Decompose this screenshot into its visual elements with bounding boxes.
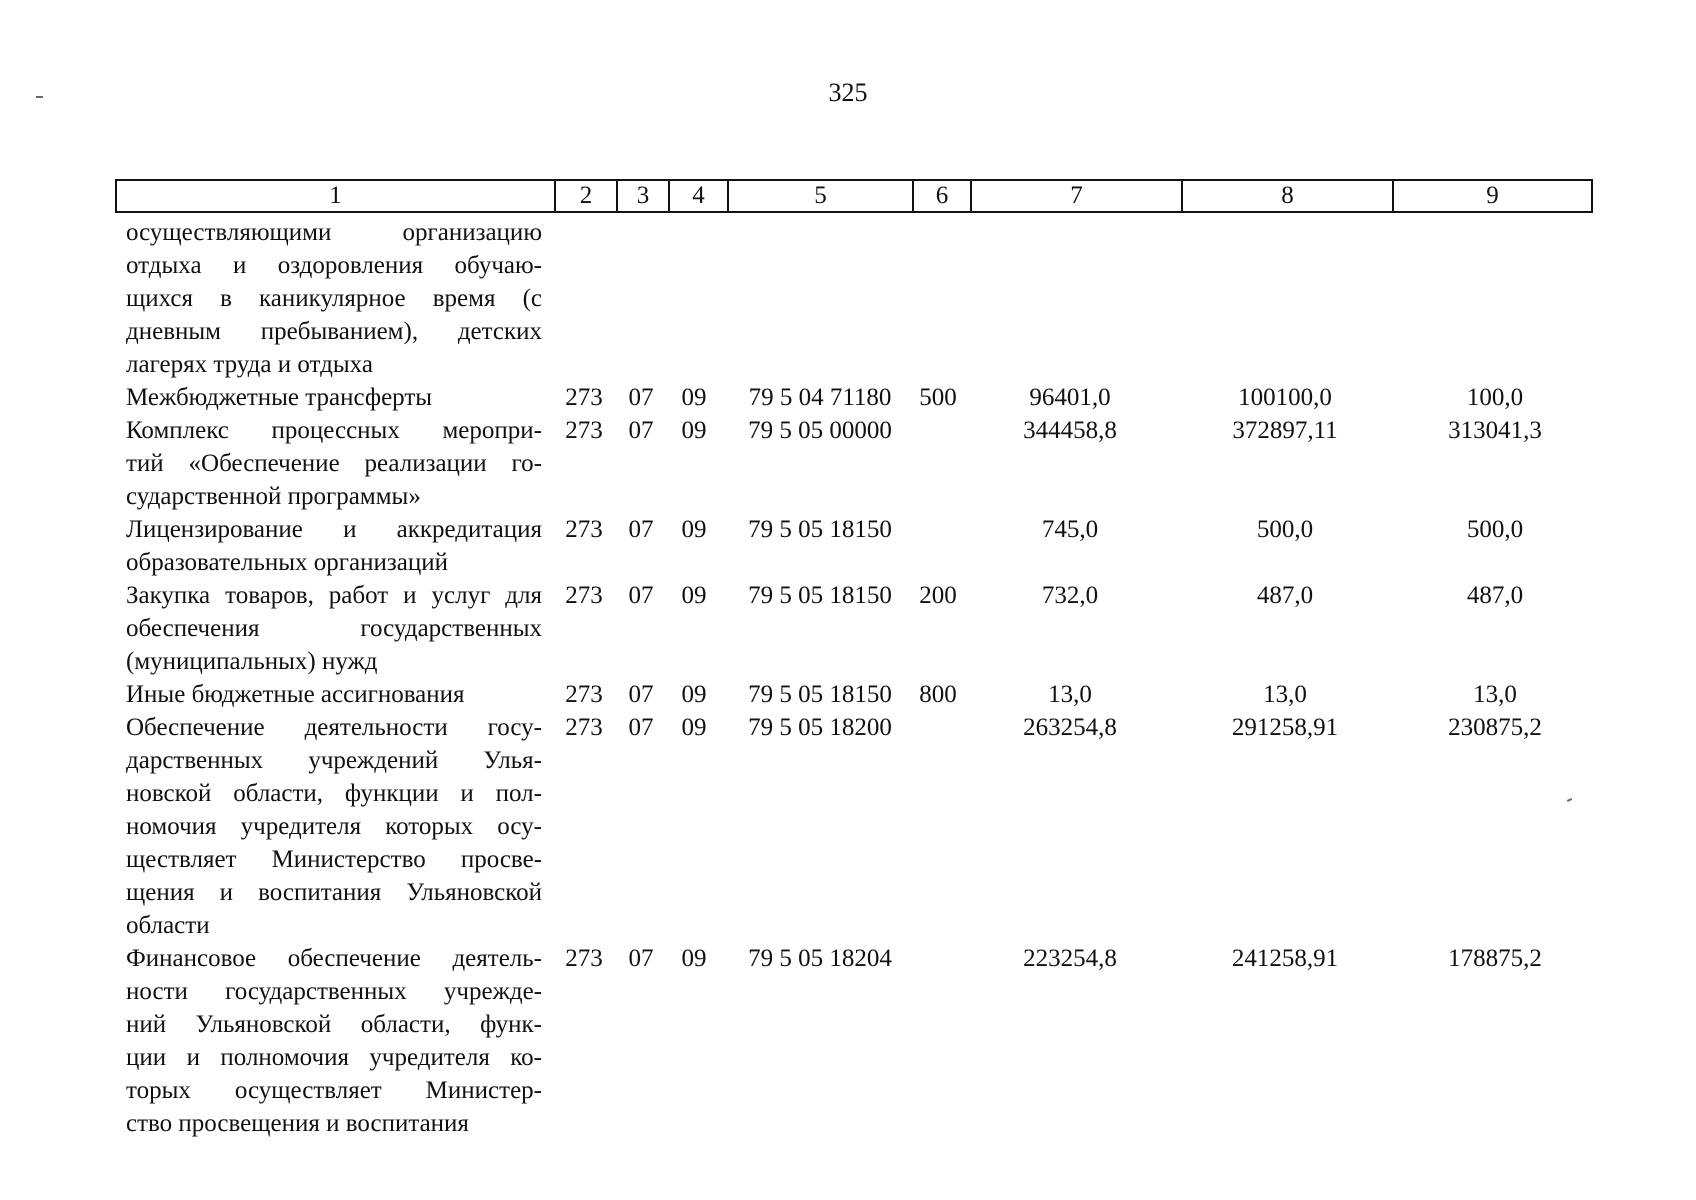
cell-col-3: 07 (628, 417, 654, 444)
cell-col-3: 07 (628, 582, 654, 609)
header-cell-2: 2 (556, 181, 618, 211)
cell-col-5: 79 5 05 18150 (748, 516, 892, 543)
cell-col-7: 263254,8 (1023, 714, 1117, 741)
cell-col-6: 500 (919, 384, 957, 411)
description-line: обеспечения государственных (126, 615, 542, 642)
description-line: сударственной программы» (126, 483, 421, 510)
cell-col-5: 79 5 05 18204 (748, 945, 892, 972)
header-cell-9: 9 (1486, 182, 1499, 209)
cell-col-7: 745,0 (1041, 516, 1099, 543)
cell-col-7: 13,0 (1048, 681, 1092, 708)
description-line: Межбюджетные трансферты (126, 384, 433, 411)
cell-col-9: 100,0 (1466, 384, 1524, 411)
header-cell-5: 5 (729, 181, 914, 211)
description-line: ний Ульяновской области, функ- (126, 1011, 542, 1038)
description-line: ство просвещения и воспитания (126, 1110, 469, 1137)
cell-col-2: 273 (565, 417, 603, 444)
header-cell-3: 3 (618, 181, 670, 211)
cell-col-9: 178875,2 (1448, 945, 1542, 972)
cell-col-6: 200 (919, 582, 957, 609)
cell-col-3: 07 (628, 516, 654, 543)
cell-col-6: 800 (919, 681, 957, 708)
cell-col-3: 07 (628, 384, 654, 411)
header-cell-7: 7 (972, 181, 1183, 211)
cell-col-5: 79 5 05 18150 (748, 582, 892, 609)
description-line: Комплекс процессных меропри- (126, 417, 542, 444)
cell-col-9: 13,0 (1473, 681, 1517, 708)
scan-mark (1567, 798, 1572, 802)
description-line: Обеспечение деятельности госу- (126, 714, 542, 741)
cell-col-7: 344458,8 (1023, 417, 1117, 444)
row-description (126, 711, 542, 942)
description-line: Финансовое обеспечение деятель- (126, 945, 542, 972)
cell-col-8: 100100,0 (1238, 384, 1332, 411)
description-line: дневным пребыванием), детских (126, 318, 542, 345)
table-header (115, 179, 1593, 213)
row-description (126, 678, 542, 711)
description-line: дарственных учреждений Улья- (126, 747, 542, 774)
cell-col-3: 07 (628, 681, 654, 708)
cell-col-9: 313041,3 (1448, 417, 1542, 444)
cell-col-8: 487,0 (1256, 582, 1314, 609)
row-description (126, 216, 542, 381)
cell-col-9: 230875,2 (1448, 714, 1542, 741)
cell-col-4: 09 (681, 417, 707, 444)
cell-col-2: 273 (565, 681, 603, 708)
cell-col-2: 273 (565, 945, 603, 972)
description-line: щихся в каникулярное время (с (126, 285, 542, 312)
cell-col-3: 07 (628, 714, 654, 741)
description-line: номочия учредителя которых осу- (126, 813, 542, 840)
cell-col-8: 291258,91 (1231, 714, 1339, 741)
cell-col-9: 500,0 (1466, 516, 1524, 543)
description-line: ции и полномочия учредителя ко- (126, 1044, 542, 1071)
description-line: (муниципальных) нужд (126, 648, 378, 675)
cell-col-2: 273 (565, 516, 603, 543)
cell-col-8: 13,0 (1263, 681, 1307, 708)
cell-col-7: 223254,8 (1023, 945, 1117, 972)
header-cell-1: 1 (117, 181, 556, 211)
row-description (126, 381, 542, 414)
description-line: Закупка товаров, работ и услуг для (126, 582, 542, 609)
description-line: тий «Обеспечение реализации го- (126, 450, 542, 477)
cell-col-4: 09 (681, 384, 707, 411)
cell-col-5: 79 5 05 00000 (748, 417, 892, 444)
cell-col-8: 241258,91 (1231, 945, 1339, 972)
description-line: Лицензирование и аккредитация (126, 516, 542, 543)
cell-col-2: 273 (565, 582, 603, 609)
row-description (126, 414, 542, 513)
cell-col-9: 487,0 (1466, 582, 1524, 609)
row-description (126, 942, 542, 1140)
header-cell-4: 4 (670, 181, 729, 211)
description-line: щения и воспитания Ульяновской (126, 879, 542, 906)
description-line: отдыха и оздоровления обучаю- (126, 252, 542, 279)
cell-col-8: 500,0 (1256, 516, 1314, 543)
header-cell-6: 6 (914, 181, 972, 211)
header-cell-8: 8 (1183, 181, 1394, 211)
description-line: лагерях труда и отдыха (126, 351, 373, 378)
description-line: Иные бюджетные ассигнования (126, 681, 465, 708)
description-line: новской области, функции и пол- (126, 780, 542, 807)
cell-col-4: 09 (681, 582, 707, 609)
row-description (126, 513, 542, 579)
description-line: осуществляющими организацию (126, 219, 542, 246)
cell-col-4: 09 (681, 945, 707, 972)
cell-col-4: 09 (681, 681, 707, 708)
cell-col-4: 09 (681, 714, 707, 741)
cell-col-2: 273 (565, 384, 603, 411)
description-line: области (126, 912, 210, 939)
description-line: образовательных организаций (126, 549, 449, 576)
description-line: ности государственных учрежде- (126, 978, 542, 1005)
cell-col-7: 732,0 (1041, 582, 1099, 609)
cell-col-8: 372897,11 (1232, 417, 1338, 444)
row-description (126, 579, 542, 678)
cell-col-2: 273 (565, 714, 603, 741)
cell-col-5: 79 5 05 18150 (748, 681, 892, 708)
description-line: торых осуществляет Министер- (126, 1077, 542, 1104)
cell-col-3: 07 (628, 945, 654, 972)
description-line: ществляет Министерство просве- (126, 846, 542, 873)
cell-col-7: 96401,0 (1029, 384, 1111, 411)
cell-col-4: 09 (681, 516, 707, 543)
cell-col-5: 79 5 04 71180 (748, 384, 892, 411)
page-number: 325 (828, 78, 868, 107)
cell-col-5: 79 5 05 18200 (748, 714, 892, 741)
